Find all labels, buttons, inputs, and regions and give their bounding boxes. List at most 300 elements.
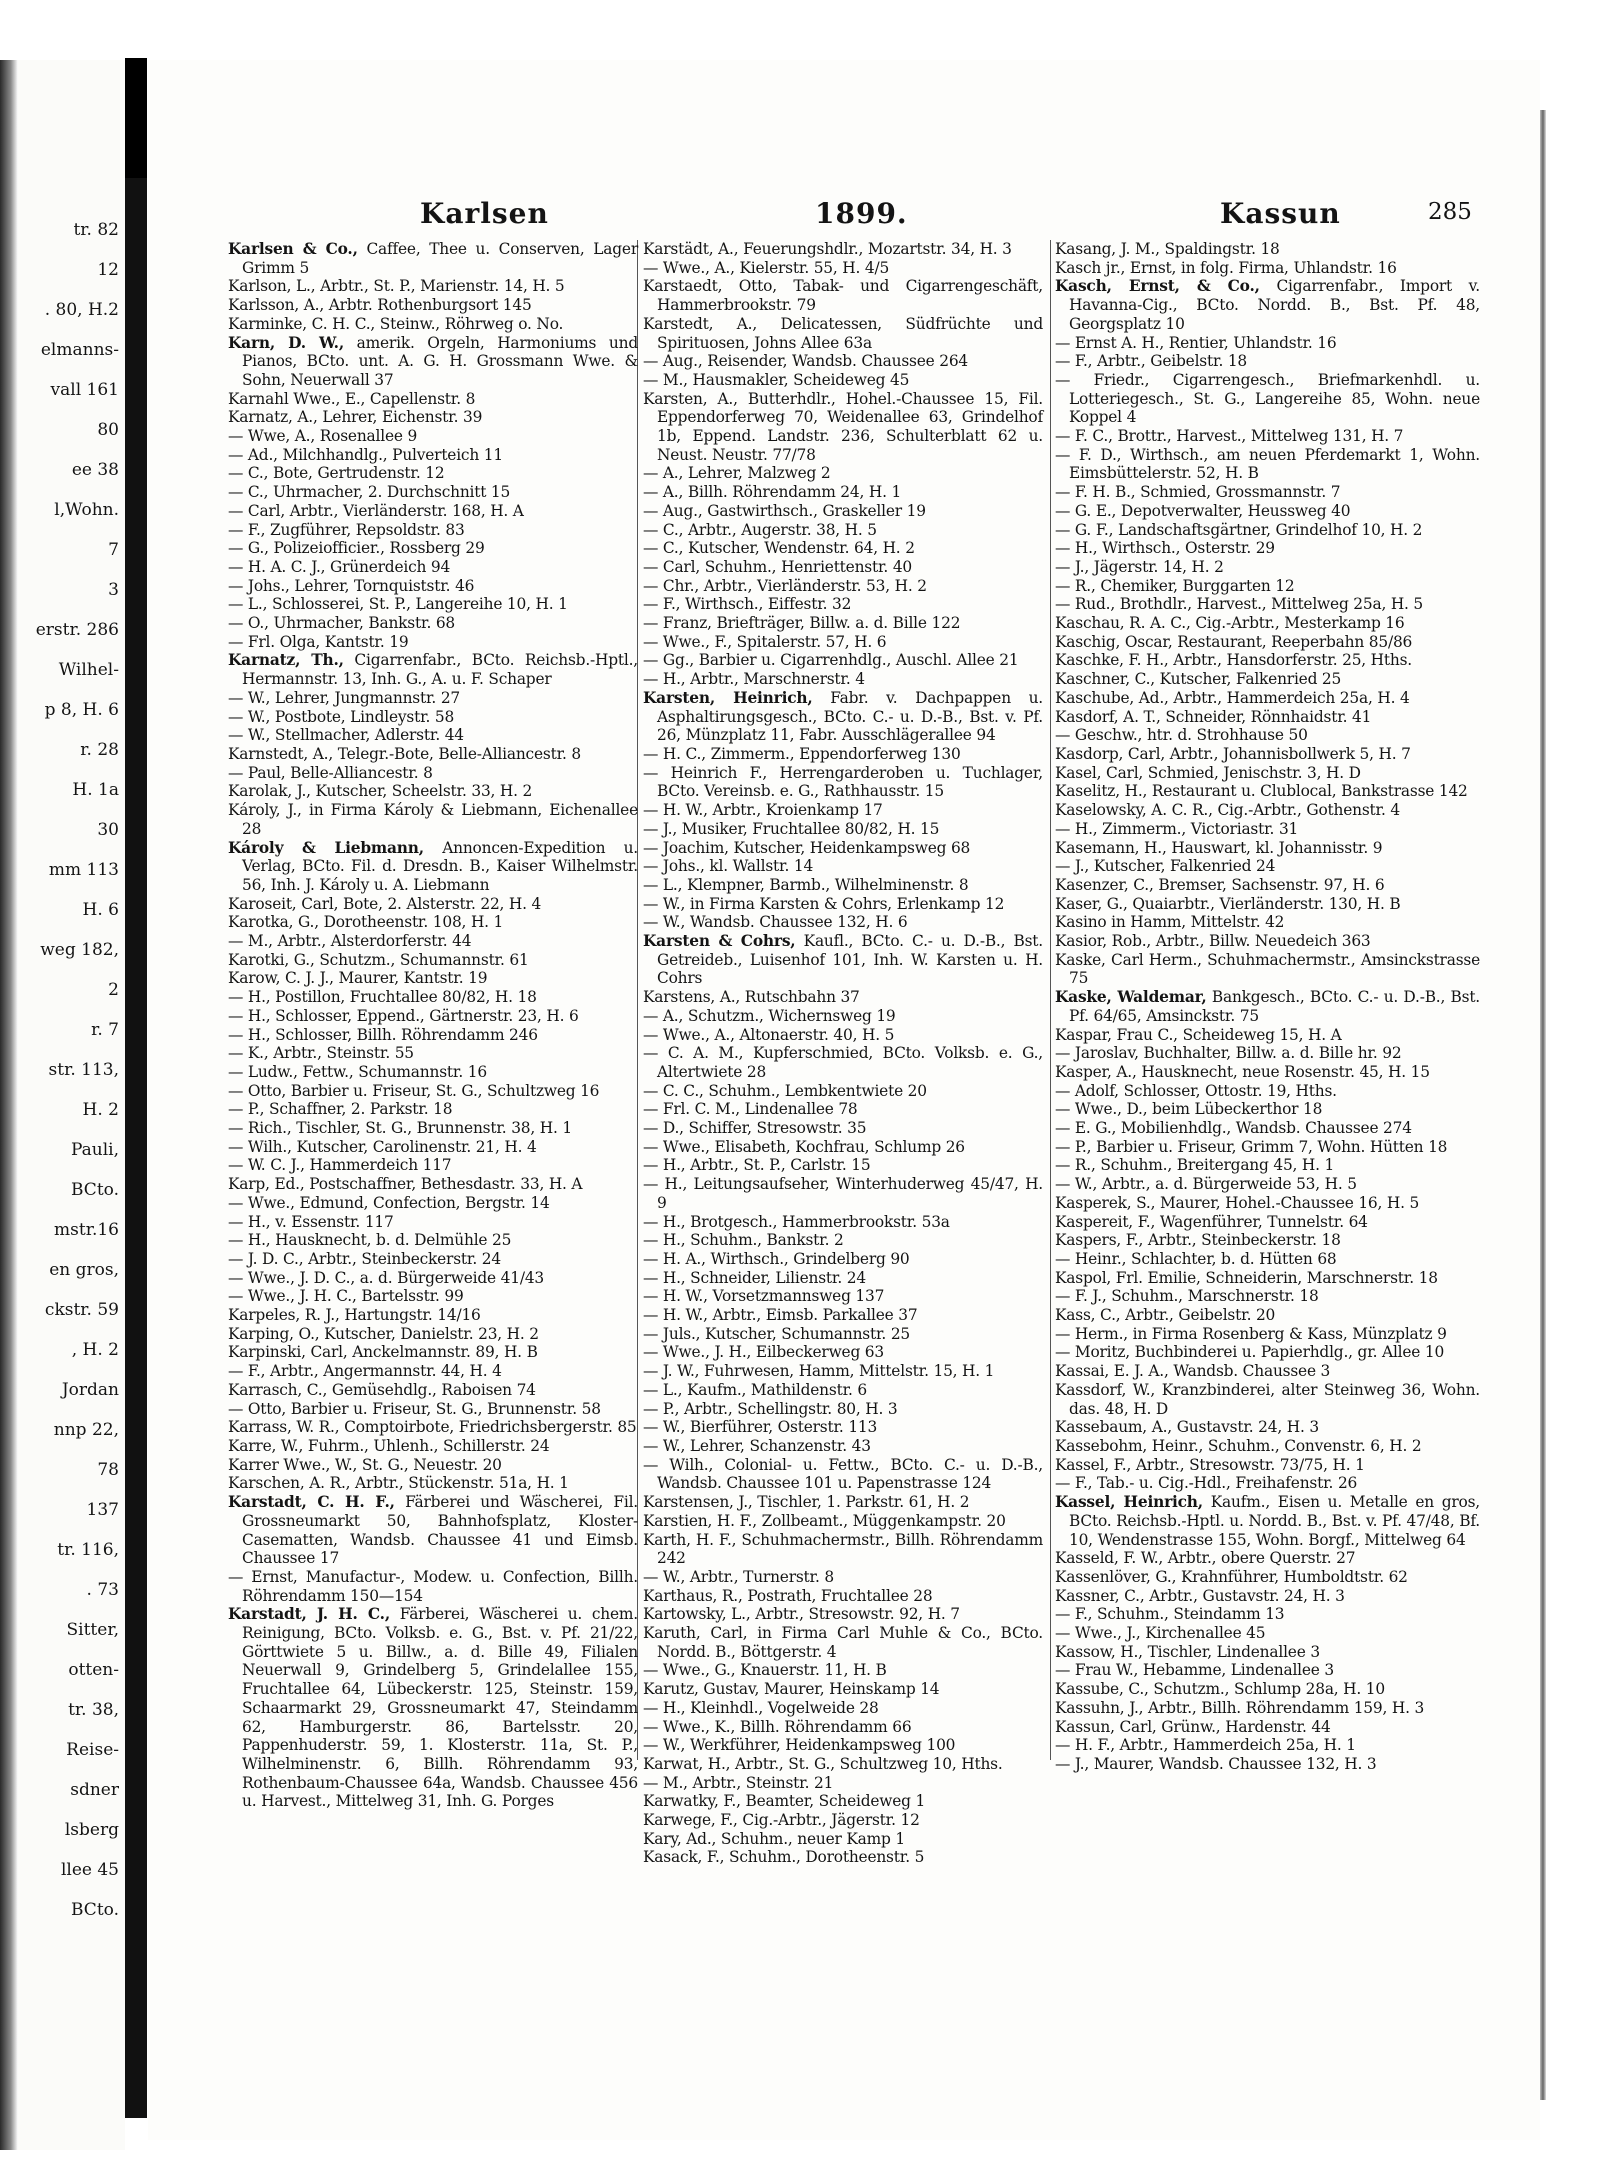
previous-page-fragment: 7	[108, 540, 119, 560]
directory-entry	[1055, 726, 1480, 745]
previous-page-fragment: ckstr. 59	[44, 1300, 119, 1320]
directory-entry	[643, 1381, 1043, 1400]
directory-entry	[643, 633, 1043, 652]
directory-entry	[643, 1605, 1043, 1624]
entry-text: — H., Arbtr., St. P., Carlstr. 15	[643, 1156, 871, 1175]
directory-entry	[1055, 427, 1480, 446]
entry-text: Caffee, Thee u. Conserven, Lager Grimm 5	[242, 240, 638, 277]
entry-text: — F., Zugführer, Repsoldstr. 83	[228, 520, 465, 539]
directory-entry	[228, 464, 638, 483]
previous-page-fragment: Sitter,	[66, 1620, 119, 1640]
previous-page-fragment: Pauli,	[70, 1140, 119, 1160]
entry-text: — F., Tab.- u. Cig.-Hdl., Freihafenstr. 26	[1055, 1474, 1358, 1493]
entry-text: Karrasch, C., Gemüsehdlg., Raboisen 74	[228, 1380, 536, 1399]
entry-text: — H., Leitungsaufseher, Winterhuderweg 45/47, H. 9	[643, 1175, 1043, 1212]
entry-text: — F., Arbtr., Geibelstr. 18	[1055, 352, 1248, 371]
entry-text: Kassun, Carl, Grünw., Hardenstr. 44	[1055, 1717, 1331, 1736]
entry-text: Karwege, F., Cig.-Arbtr., Jägerstr. 12	[643, 1811, 920, 1830]
entry-text: Kasper, A., Hausknecht, neue Rosenstr. 45, H. 15	[1055, 1062, 1430, 1081]
entry-text: Kasel, Carl, Schmied, Jenischstr. 3, H. D	[1055, 763, 1361, 782]
previous-page-fragment: str. 113,	[48, 1060, 119, 1080]
directory-entry	[228, 1250, 638, 1269]
entry-text: Kassuhn, J., Arbtr., Billh. Röhrendamm 159, H. 3	[1055, 1698, 1425, 1717]
directory-entry	[643, 839, 1043, 858]
directory-entry	[228, 782, 638, 801]
entry-text: — Herm., in Firma Rosenberg & Kass, Münzplatz 9	[1055, 1324, 1447, 1343]
directory-entry	[643, 1156, 1043, 1175]
directory-entry	[643, 1082, 1043, 1101]
directory-entry	[1055, 1156, 1480, 1175]
directory-entry	[228, 745, 638, 764]
directory-entry	[643, 1437, 1043, 1456]
entry-text: Kassner, C., Arbtr., Gustavstr. 24, H. 3	[1055, 1586, 1345, 1605]
entry-text: Kaspereit, F., Wagenführer, Tunnelstr. 64	[1055, 1212, 1368, 1231]
directory-entry	[1055, 1605, 1480, 1624]
directory-entry	[1055, 1231, 1480, 1250]
directory-entry	[643, 764, 1043, 801]
entry-text: Kasseld, F. W., Arbtr., obere Querstr. 27	[1055, 1549, 1356, 1568]
directory-entry	[228, 1082, 638, 1101]
directory-entry	[228, 1325, 638, 1344]
entry-text: — H., Brotgesch., Hammerbrookstr. 53a	[643, 1212, 950, 1231]
entry-text: — J., Jägerstr. 14, H. 2	[1055, 557, 1224, 576]
directory-entry	[228, 595, 638, 614]
directory-entry	[1055, 1343, 1480, 1362]
directory-column-3	[1055, 240, 1480, 1774]
entry-text: — G., Polizeiofficier., Rossberg 29	[228, 539, 485, 558]
entry-text: Cigarrenfabr., BCto. Reichsb.-Hptl., Hermannstr. 13, Inh. G., A. u. F. Schaper	[242, 651, 638, 689]
directory-entry	[228, 1456, 638, 1475]
entry-text: — H. W., Arbtr., Kroienkamp 17	[643, 801, 883, 820]
entry-firm-name: Karnatz, Th.,	[228, 651, 344, 670]
entry-text: — Moritz, Buchbinderei u. Papierhdlg., gr. Allee 10	[1055, 1343, 1445, 1362]
entry-text: Kaufl., BCto. C.- u. D.-B., Bst. Getreideb., Luisenhof 101, Inh. W. Karsten u. H. Cohrs	[657, 932, 1043, 988]
directory-entry	[228, 1568, 638, 1605]
directory-entry	[643, 1418, 1043, 1437]
entry-text: — A., Schutzm., Wichernsweg 19	[643, 1006, 896, 1025]
previous-page-fragment: r. 28	[80, 740, 119, 760]
previous-page-fragment: 2	[108, 980, 119, 1000]
entry-text: — C. A. M., Kupferschmied, BCto. Volksb. e. G., Altertwiete 28	[643, 1044, 1043, 1081]
entry-text: — Wwe., F., Spitalerstr. 57, H. 6	[643, 632, 887, 651]
entry-firm-name: Kasch, Ernst, & Co.,	[1055, 277, 1260, 296]
entry-text: — F. J., Schuhm., Marschnerstr. 18	[1055, 1287, 1319, 1306]
entry-text: — W., in Firma Karsten & Cohrs, Erlenkamp 12	[643, 894, 1005, 913]
directory-entry	[228, 521, 638, 540]
entry-text: — H., Schlosser, Eppend., Gärtnerstr. 23, H. 6	[228, 1006, 579, 1025]
entry-text: — H. A., Wirthsch., Grindelberg 90	[643, 1249, 910, 1268]
page-right-edge	[1540, 110, 1546, 2100]
directory-entry	[228, 1231, 638, 1250]
entry-text: Karstädt, A., Feuerungshdlr., Mozartstr. 34, H. 3	[643, 240, 1012, 258]
entry-text: — Aug., Gastwirthsch., Graskeller 19	[643, 501, 926, 520]
directory-entry	[228, 1287, 638, 1306]
entry-text: — H. A. C. J., Grünerdeich 94	[228, 557, 451, 576]
directory-entry	[1055, 1194, 1480, 1213]
previous-page-fragment: en gros,	[49, 1260, 119, 1280]
directory-entry	[643, 1624, 1043, 1661]
previous-page-fragment: . 80, H.2	[44, 300, 119, 320]
directory-entry	[228, 502, 638, 521]
directory-entry	[228, 1175, 638, 1194]
entry-text: Karnatz, A., Lehrer, Eichenstr. 39	[228, 408, 483, 427]
entry-text: — W., Postbote, Lindleystr. 58	[228, 707, 455, 726]
entry-text: — Geschw., htr. d. Strohhause 50	[1055, 726, 1308, 745]
directory-entry	[1055, 577, 1480, 596]
directory-entry	[1055, 876, 1480, 895]
directory-entry	[643, 1699, 1043, 1718]
previous-page-fragment: p 8, H. 6	[44, 700, 119, 720]
directory-entry	[1055, 633, 1480, 652]
entry-text: Karoseit, Carl, Bote, 2. Alsterstr. 22, H. 4	[228, 894, 542, 913]
entry-text: Kaschke, F. H., Arbtr., Hansdorferstr. 25, Hths.	[1055, 651, 1412, 670]
entry-text: Annoncen-Expedition u. Verlag, BCto. Fil. d. Dresdn. B., Kaiser Wilhelmstr. 56, Inh. J. Károly u. A. Liebmann	[242, 838, 638, 894]
entry-text: — W., Arbtr., a. d. Bürgerweide 53, H. 5	[1055, 1175, 1357, 1194]
entry-text: Kassdorf, W., Kranzbinderei, alter Steinweg 36, Wohn. das. 48, H. D	[1055, 1380, 1480, 1418]
directory-entry	[228, 1381, 638, 1400]
entry-text: Karstedt, A., Delicatessen, Südfrüchte und Spirituosen, Johns Allee 63a	[643, 314, 1043, 352]
entry-text: — Juls., Kutscher, Schumannstr. 25	[643, 1324, 911, 1343]
directory-entry	[1055, 1755, 1480, 1774]
previous-page-fragment: ee 38	[71, 460, 119, 480]
entry-text: — Otto, Barbier u. Friseur, St. G., Schultzweg 16	[228, 1081, 600, 1100]
entry-text: Kasang, J. M., Spaldingstr. 18	[1055, 240, 1280, 258]
entry-text: Karuth, Carl, in Firma Carl Muhle & Co., BCto. Nordd. B., Böttgerstr. 4	[643, 1624, 1043, 1661]
directory-entry	[643, 614, 1043, 633]
directory-entry	[228, 689, 638, 708]
entry-text: Karpinski, Carl, Anckelmannstr. 89, H. B	[228, 1343, 538, 1362]
book-spine-shadow	[125, 58, 147, 2118]
directory-entry	[1055, 801, 1480, 820]
entry-text: — Wwe., Edmund, Confection, Bergstr. 14	[228, 1193, 550, 1212]
entry-text: Kassenlöver, G., Krahnführer, Humboldtstr. 62	[1055, 1567, 1408, 1586]
directory-entry	[1055, 1138, 1480, 1157]
entry-text: — Franz, Briefträger, Billw. a. d. Bille 122	[643, 614, 961, 633]
entry-text: — J. W., Fuhrwesen, Hamm, Mittelstr. 15, H. 1	[643, 1362, 995, 1381]
entry-text: — Wwe, A., Rosenallee 9	[228, 427, 418, 446]
entry-text: — C., Kutscher, Wendenstr. 64, H. 2	[643, 539, 915, 558]
entry-firm-name: Kassel, Heinrich,	[1055, 1493, 1203, 1512]
directory-entry	[643, 1119, 1043, 1138]
directory-entry	[228, 1156, 638, 1175]
entry-text: — W. C. J., Hammerdeich 117	[228, 1156, 452, 1175]
entry-text: — H., Schlosser, Billh. Röhrendamm 246	[228, 1025, 538, 1044]
entry-text: Kaske, Carl Herm., Schuhmachermstr., Amsinckstrasse 75	[1055, 950, 1480, 988]
directory-entry	[1055, 1493, 1480, 1549]
previous-page-fragment: H. 6	[82, 900, 119, 920]
entry-text: — Friedr., Cigarrengesch., Briefmarkenhdl. u. Lotteriegesch., St. G., Langereihe 85, Wohn. neue Koppel 4	[1055, 370, 1480, 427]
column-divider	[1050, 240, 1051, 1760]
entry-text: — F., Arbtr., Angermannstr. 44, H. 4	[228, 1362, 502, 1381]
directory-entry	[228, 1493, 638, 1568]
entry-text: — Wwe., G., Knauerstr. 11, H. B	[643, 1661, 887, 1680]
directory-entry	[643, 1213, 1043, 1232]
previous-page-fragment: tr. 116,	[57, 1540, 119, 1560]
entry-text: — F. D., Wirthsch., am neuen Pferdemarkt 1, Wohn. Eimsbüttelerstr. 52, H. B	[1055, 445, 1480, 483]
entry-text: Kasenzer, C., Bremser, Sachsenstr. 97, H. 6	[1055, 875, 1385, 894]
directory-entry	[1055, 371, 1480, 427]
directory-entry	[1055, 1119, 1480, 1138]
directory-entry	[1055, 1699, 1480, 1718]
entry-text: — W., Wandsb. Chaussee 132, H. 6	[643, 913, 908, 932]
entry-text: Kassebohm, Heinr., Schuhm., Convenstr. 6, H. 2	[1055, 1437, 1422, 1455]
directory-entry	[1055, 689, 1480, 708]
directory-entry	[643, 895, 1043, 914]
directory-entry	[1055, 1418, 1480, 1437]
entry-text: Karre, W., Fuhrm., Uhlenh., Schillerstr. 24	[228, 1437, 550, 1455]
directory-entry	[643, 539, 1043, 558]
entry-text: Kassebaum, A., Gustavstr. 24, H. 3	[1055, 1418, 1319, 1437]
directory-entry	[643, 651, 1043, 670]
entry-text: Kaselitz, H., Restaurant u. Clublocal, Bankstrasse 142	[1055, 782, 1468, 801]
entry-text: — K., Arbtr., Steinstr. 55	[228, 1044, 414, 1063]
previous-page-fragment: 30	[97, 820, 119, 840]
entry-text: — J., Maurer, Wandsb. Chaussee 132, H. 3	[1055, 1754, 1377, 1773]
directory-entry	[643, 1325, 1043, 1344]
directory-entry	[1055, 352, 1480, 371]
entry-text: — W., Lehrer, Schanzenstr. 43	[643, 1437, 871, 1455]
previous-page-fragment: . 73	[86, 1580, 119, 1600]
entry-text: Kasior, Rob., Arbtr., Billw. Neuedeich 363	[1055, 932, 1371, 951]
previous-page-fragment: BCto.	[71, 1180, 119, 1200]
previous-page-fragment: H. 2	[82, 1100, 119, 1120]
directory-entry	[228, 1418, 638, 1437]
entry-text: Karth, H. F., Schuhmachermstr., Billh. Röhrendamm 242	[643, 1530, 1043, 1568]
entry-text: — H. W., Arbtr., Eimsb. Parkallee 37	[643, 1306, 918, 1325]
directory-entry	[643, 1100, 1043, 1119]
entry-text: Karotki, G., Schutzm., Schumannstr. 61	[228, 950, 529, 969]
entry-text: Kasperek, S., Maurer, Hohel.-Chaussee 16, H. 5	[1055, 1193, 1420, 1212]
entry-text: Karpeles, R. J., Hartungstr. 14/16	[228, 1306, 481, 1325]
entry-text: — M., Arbtr., Steinstr. 21	[643, 1773, 834, 1792]
directory-entry	[1055, 614, 1480, 633]
directory-entry	[643, 801, 1043, 820]
entry-text: Karlson, L., Arbtr., St. P., Marienstr. 14, H. 5	[228, 277, 565, 296]
entry-text: Kartowsky, L., Arbtr., Stresowstr. 92, H. 7	[643, 1605, 960, 1624]
directory-entry	[1055, 764, 1480, 783]
directory-column-1	[228, 240, 638, 1811]
entry-text: Kassel, F., Arbtr., Stresowstr. 73/75, H. 1	[1055, 1455, 1365, 1474]
book-spine-shadow-top	[125, 58, 147, 178]
entry-text: Karnahl Wwe., E., Capellenstr. 8	[228, 389, 476, 408]
entry-text: — R., Chemiker, Burggarten 12	[1055, 576, 1295, 595]
entry-text: — Wwe., Elisabeth, Kochfrau, Schlump 26	[643, 1137, 965, 1156]
directory-entry	[643, 315, 1043, 352]
directory-entry	[1055, 1643, 1480, 1662]
entry-text: — Frl. Olga, Kantstr. 19	[228, 632, 409, 651]
entry-text: — Ad., Milchhandlg., Pulverteich 11	[228, 445, 503, 464]
directory-entry	[1055, 558, 1480, 577]
directory-entry	[1055, 1568, 1480, 1587]
entry-text: — Wilh., Colonial- u. Fettw., BCto. C.- u. D.-B., Wandsb. Chaussee 101 u. Papenstrasse 124	[643, 1455, 1043, 1493]
entry-text: Karp, Ed., Postschaffner, Bethesdastr. 33, H. A	[228, 1175, 583, 1194]
directory-entry	[643, 1269, 1043, 1288]
entry-text: — P., Arbtr., Schellingstr. 80, H. 3	[643, 1399, 898, 1418]
directory-entry	[1055, 1287, 1480, 1306]
entry-text: — H., Arbtr., Marschnerstr. 4	[643, 670, 865, 689]
entry-text: — Adolf, Schlosser, Ottostr. 19, Hths.	[1055, 1081, 1337, 1100]
directory-entry	[228, 969, 638, 988]
directory-entry	[228, 913, 638, 932]
entry-text: — D., Schiffer, Stresowstr. 35	[643, 1119, 867, 1138]
directory-entry	[1055, 1325, 1480, 1344]
entry-text: — Rich., Tischler, St. G., Brunnenstr. 38, H. 1	[228, 1119, 572, 1138]
directory-entry	[228, 1194, 638, 1213]
directory-entry	[1055, 1306, 1480, 1325]
directory-entry	[643, 1792, 1043, 1811]
entry-text: — H., Schneider, Lilienstr. 24	[643, 1268, 866, 1287]
entry-text: — Gg., Barbier u. Cigarrenhdlg., Auschl. Allee 21	[643, 651, 1019, 670]
directory-entry	[643, 1774, 1043, 1793]
header-first-name: Karlsen	[420, 197, 549, 230]
directory-entry	[643, 1736, 1043, 1755]
entry-text: Karschen, A. R., Arbtr., Stückenstr. 51a, H. 1	[228, 1474, 569, 1493]
entry-text: — W., Werkführer, Heidenkampsweg 100	[643, 1736, 956, 1755]
entry-text: amerik. Orgeln, Harmoniums und Pianos, BCto. unt. A. G. H. Grossmann Wwe. & Sohn, Neuerwall 37	[242, 333, 638, 389]
directory-entry	[1055, 259, 1480, 278]
entry-text: — Rud., Brothdlr., Harvest., Mittelweg 25a, H. 5	[1055, 595, 1424, 614]
directory-entry	[228, 1269, 638, 1288]
previous-page-fragment: BCto.	[71, 1900, 119, 1920]
previous-page-fragment: 78	[97, 1460, 119, 1480]
entry-text: — F. C., Brottr., Harvest., Mittelweg 131, H. 7	[1055, 427, 1404, 446]
directory-entry	[228, 1063, 638, 1082]
previous-page-fragment: 80	[97, 420, 119, 440]
entry-text: — Aug., Reisender, Wandsb. Chaussee 264	[643, 352, 968, 371]
entry-text: — C. C., Schuhm., Lembkentwiete 20	[643, 1081, 927, 1100]
entry-text: — Wwe., J. H., Eilbeckerweg 63	[643, 1343, 884, 1362]
entry-text: — J., Kutscher, Falkenried 24	[1055, 857, 1276, 876]
directory-entry	[643, 1830, 1043, 1849]
previous-page-fragment: otten-	[68, 1660, 119, 1680]
entry-text: — A., Lehrer, Malzweg 2	[643, 464, 831, 483]
entry-text: — P., Barbier u. Friseur, Grimm 7, Wohn. Hütten 18	[1055, 1137, 1448, 1156]
entry-text: — W., Lehrer, Jungmannstr. 27	[228, 688, 460, 707]
directory-entry	[1055, 1474, 1480, 1493]
previous-page-fragment: , H. 2	[71, 1340, 119, 1360]
running-header	[0, 197, 1600, 237]
directory-entry	[228, 1437, 638, 1456]
previous-page-fragment: nnp 22,	[53, 1420, 119, 1440]
entry-text: — L., Klempner, Barmb., Wilhelminenstr. 8	[643, 875, 969, 894]
entry-text: Kasemann, H., Hauswart, kl. Johannisstr. 9	[1055, 838, 1383, 857]
directory-entry	[1055, 502, 1480, 521]
entry-text: — H., Kleinhdl., Vogelweide 28	[643, 1698, 879, 1717]
entry-text: — Wwe., J., Kirchenallee 45	[1055, 1624, 1266, 1643]
directory-entry	[228, 764, 638, 783]
entry-text: — Heinr., Schlachter, b. d. Hütten 68	[1055, 1249, 1337, 1268]
entry-text: Kassow, H., Tischler, Lindenallee 3	[1055, 1642, 1320, 1661]
directory-entry	[1055, 857, 1480, 876]
previous-page-fragment: 137	[86, 1500, 119, 1520]
entry-text: — Wwe., J. H. C., Bartelsstr. 99	[228, 1287, 464, 1306]
directory-entry	[1055, 1026, 1480, 1045]
previous-page-fragment: 3	[108, 580, 119, 600]
directory-entry	[1055, 1269, 1480, 1288]
directory-entry	[228, 558, 638, 577]
entry-firm-name: Károly & Liebmann,	[228, 838, 424, 857]
entry-text: — Ernst A. H., Rentier, Uhlandstr. 16	[1055, 333, 1337, 352]
entry-text: — H., Hausknecht, b. d. Delmühle 25	[228, 1231, 512, 1250]
entry-text: Karminke, C. H. C., Steinw., Röhrweg o. No.	[228, 314, 564, 333]
entry-text: Kasdorp, Carl, Arbtr., Johannisbollwerk 5, H. 7	[1055, 744, 1411, 763]
entry-text: — Wilh., Kutscher, Carolinenstr. 21, H. 4	[228, 1137, 537, 1156]
entry-text: — Wwe., K., Billh. Röhrendamm 66	[643, 1717, 912, 1736]
directory-entry	[643, 577, 1043, 596]
directory-entry	[228, 446, 638, 465]
entry-text: — M., Hausmakler, Scheideweg 45	[643, 370, 910, 389]
directory-column-2	[643, 240, 1043, 1867]
previous-page-fragment: llee 45	[60, 1860, 119, 1880]
directory-entry	[1055, 446, 1480, 483]
entry-text: — C., Bote, Gertrudenstr. 12	[228, 464, 445, 483]
directory-entry	[643, 1493, 1043, 1512]
directory-entry	[228, 408, 638, 427]
entry-text: Kasack, F., Schuhm., Dorotheenstr. 5	[643, 1848, 925, 1867]
entry-text: — R., Schuhm., Breitergang 45, H. 1	[1055, 1156, 1335, 1175]
directory-entry	[643, 1718, 1043, 1737]
entry-text: — H. F., Arbtr., Hammerdeich 25a, H. 1	[1055, 1736, 1356, 1755]
entry-text: Cigarrenfabr., Import v. Havanna-Cig., BCto. Nordd. B., Bst. Pf. 48, Georgsplatz 10	[1069, 277, 1480, 333]
previous-page-fragment: 12	[97, 260, 119, 280]
directory-entry	[1055, 277, 1480, 333]
entry-text: — W., Arbtr., Turnerstr. 8	[643, 1567, 834, 1586]
directory-entry	[228, 1213, 638, 1232]
directory-entry	[643, 1044, 1043, 1081]
entry-text: — H. C., Zimmerm., Eppendorferweg 130	[643, 744, 961, 763]
entry-text: Karstensen, J., Tischler, 1. Parkstr. 61, H. 2	[643, 1493, 970, 1512]
directory-entry	[228, 1474, 638, 1493]
directory-entry	[228, 1605, 638, 1811]
entry-text: — Otto, Barbier u. Friseur, St. G., Brunnenstr. 58	[228, 1399, 601, 1418]
entry-text: — H., Schuhm., Bankstr. 2	[643, 1231, 844, 1250]
directory-entry	[643, 1512, 1043, 1531]
directory-entry	[1055, 1175, 1480, 1194]
entry-firm-name: Karstadt, C. H. F.,	[228, 1493, 395, 1512]
directory-entry	[1055, 782, 1480, 801]
entry-text: — W., Bierführer, Osterstr. 113	[643, 1418, 878, 1437]
directory-entry	[228, 334, 638, 390]
previous-page-fragment: Wilhel-	[58, 660, 119, 680]
entry-text: Karow, C. J. J., Maurer, Kantstr. 19	[228, 969, 488, 988]
entry-text: — C., Arbtr., Augerstr. 38, H. 5	[643, 520, 877, 539]
entry-text: — J., Musiker, Fruchtallee 80/82, H. 15	[643, 819, 940, 838]
directory-entry	[1055, 1437, 1480, 1456]
entry-text: Kasino in Hamm, Mittelstr. 42	[1055, 913, 1285, 932]
entry-text: — Ernst, Manufactur-, Modew. u. Confection, Billh. Röhrendamm 150—154	[228, 1567, 638, 1605]
entry-text: Karsten, A., Butterhdlr., Hohel.-Chaussee 15, Fil. Eppendorferweg 70, Weidenallee 63, Grindelhof 1b, Eppend. Landstr. 236, Schulterblatt 62 u. Neust. Neustr. 77/78	[643, 389, 1043, 464]
entry-text: Károly, J., in Firma Károly & Liebmann, Eichenallee 28	[228, 801, 638, 838]
previous-page-fragment: sdner	[70, 1780, 119, 1800]
directory-entry	[1055, 595, 1480, 614]
directory-entry	[643, 745, 1043, 764]
directory-entry	[643, 1811, 1043, 1830]
entry-text: — Johs., Lehrer, Tornquiststr. 46	[228, 576, 475, 595]
entry-text: Kaspol, Frl. Emilie, Schneiderin, Marschnerstr. 18	[1055, 1268, 1438, 1287]
directory-entry	[1055, 839, 1480, 858]
directory-entry	[643, 857, 1043, 876]
directory-entry	[228, 651, 638, 688]
directory-entry	[1055, 670, 1480, 689]
entry-text: — F., Schuhm., Steindamm 13	[1055, 1605, 1285, 1624]
entry-text: — A., Billh. Röhrendamm 24, H. 1	[643, 483, 902, 502]
entry-text: Karutz, Gustav, Maurer, Heinskamp 14	[643, 1680, 940, 1699]
entry-text: Karrer Wwe., W., St. G., Neuestr. 20	[228, 1455, 502, 1474]
entry-text: — M., Arbtr., Alsterdorferstr. 44	[228, 932, 472, 951]
entry-text: Kassai, E. J. A., Wandsb. Chaussee 3	[1055, 1362, 1331, 1381]
entry-text: Kasdorf, A. T., Schneider, Rönnhaidstr. 41	[1055, 707, 1372, 726]
entry-text: — Frau W., Hebamme, Lindenallee 3	[1055, 1661, 1334, 1680]
